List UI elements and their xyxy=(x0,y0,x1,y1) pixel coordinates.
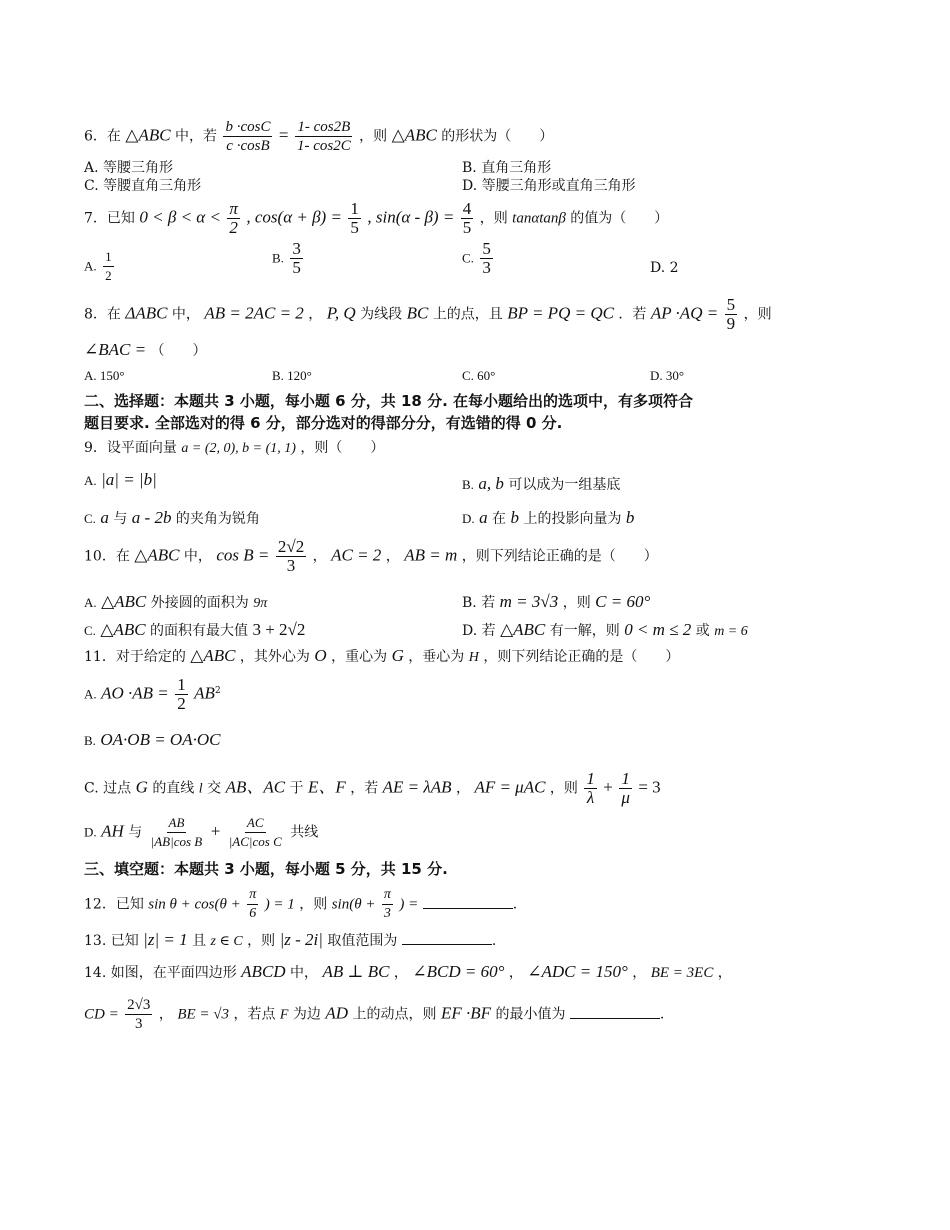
q6-option-d: D. 等腰三角形或直角三角形 xyxy=(462,178,636,194)
q8-stem-2: ∠BAC = （ ） xyxy=(84,340,207,359)
q11-option-d: D. AH 与 $\frac{AB}{\text{|AB|cos B}}$ + $\frac{AC}{\text{|AC|cos C}}$ 共线 xyxy=(84,815,319,849)
q10-option-a: A. △ABC 外接圆的面积为 9π xyxy=(84,592,268,611)
q14-stem-2: CD = $\frac{2√3}{3}$ ， BE = √3 ，若点 F 为边 AD 上的动点，则 EF ·BF 的最小值为 . xyxy=(84,997,665,1032)
q13-answer-blank[interactable] xyxy=(402,930,492,945)
q8-stem: 8．在 ΔABC 中， AB = 2AC = 2 ， P, Q 为线段 BC 上的点，且 BP = PQ = QC ．若 AP ·AQ = $\frac{5}{9}$ ，则 xyxy=(84,295,772,333)
section-3-heading: 三、填空题：本题共 3 小题，每小题 5 分，共 15 分. xyxy=(84,860,448,878)
q6-right-fraction: $\frac{1- \cos 2B}{1- \cos 2C}$ xyxy=(296,119,351,154)
q8-option-a: A. 150° xyxy=(84,368,125,383)
q9-option-a: A. |a| = |b| xyxy=(84,470,157,489)
q6-option-b: B. 直角三角形 xyxy=(462,160,552,176)
q13-stem: 13. 已知 |z| = 1 且 z ∈ C ，则 |z - 2i| 取值范围为 . xyxy=(84,930,497,949)
q12-stem: 12．已知 sin θ + cos(θ + $\frac{\pi}{6}$ ) = 1 ，则 sin(θ + $\frac{\pi}{3}$ ) = . xyxy=(84,887,518,921)
q6-option-c: C. 等腰直角三角形 xyxy=(84,178,202,194)
q11-option-b: B. OA·OB = OA·OC xyxy=(84,730,221,749)
q7-stem: 7．已知 0 < β < α < $\frac{\pi}{2}$ , cos(α + β) = $\frac{1}{5}$ , sin(α - β) = $\frac{4}{5}$ ，则 tanαtanβ 的值为（ ） xyxy=(84,199,669,237)
q10-option-d: D. 若 △ABC 有一解，则 0 < m ≤ 2 或 m = 6 xyxy=(462,620,748,639)
q9-option-d: D. a 在 b 上的投影向量为 b xyxy=(462,508,635,527)
q9-stem: 9．设平面向量 a = (2, 0), b = (1, 1) ，则（ ） xyxy=(84,440,385,456)
q14-stem: 14. 如图，在平面四边形 ABCD 中， AB ⊥ BC ， ∠BCD = 60° ， ∠ADC = 150° ， BE = 3EC ， xyxy=(84,962,732,981)
q6-left-fraction: $\frac{b \cdot\cos C}{c \cdot\cos B}$ xyxy=(225,119,271,154)
q7-option-a: A. $\frac{1}{2}$ xyxy=(84,249,112,283)
q9-option-b: B. a, b 可以成为一组基底 xyxy=(462,474,621,493)
q12-answer-blank[interactable] xyxy=(423,894,513,909)
q11-option-a: A. AO ·AB = $\frac{1}{2}$ $AB^2$ xyxy=(84,675,221,713)
q10-option-b: B. 若 m = 3√3 ，则 C = 60° xyxy=(462,592,651,611)
q6-triangle: △ABC xyxy=(125,125,171,145)
section-2-heading-line1: 二、选择题：本题共 3 小题，每小题 6 分，共 18 分. 在每小题给出的选项中，有多项符合 xyxy=(84,392,694,410)
q7-option-c: C. $\frac{5}{3}$ xyxy=(462,239,491,277)
q8-option-c: C. 60° xyxy=(462,368,496,383)
q11-stem: 11．对于给定的 △ABC ，其外心为 O ，重心为 G ，垂心为 H ，则下列结论正确的是（ ） xyxy=(84,646,680,665)
q11-option-c: C. 过点 G 的直线 l 交 AB、AC 于 E、F ，若 AE = λAB ， AF = μAC ，则 $\frac{1}{\lambda}$ + $\frac{1}{\mu}$ = 3 xyxy=(84,769,661,807)
q14-answer-blank[interactable] xyxy=(570,1004,660,1019)
q6-stem: 6．在 △ABC 中，若 $\frac{b \cdot\cos C}{c \cdot\cos B}$ = $\frac{1- \cos 2B}{1- \cos 2C}$ ，则 △ABC 的形状为（ ） xyxy=(84,119,554,154)
q10-option-c: C. △ABC 的面积有最大值 3 + 2√2 xyxy=(84,620,306,639)
q8-option-b: B. 120° xyxy=(272,368,312,383)
q6-option-a: A. 等腰三角形 xyxy=(84,160,174,176)
section-2-heading-line2: 题目要求. 全部选对的得 6 分，部分选对的得部分分，有选错的得 0 分. xyxy=(84,414,563,432)
q7-option-d: D. 2 xyxy=(650,260,679,276)
q9-option-c: C. a 与 a - 2b 的夹角为锐角 xyxy=(84,508,260,527)
q10-stem: 10．在 △ABC 中， cos B = $\frac{2√2}{3}$ ， AC = 2 ， AB = m ，则下列结论正确的是（ ） xyxy=(84,537,658,575)
q7-option-b: B. $\frac{3}{5}$ xyxy=(272,239,301,277)
q7-pi-fraction: $\frac{\pi}{2}$ xyxy=(229,199,238,237)
q8-option-d: D. 30° xyxy=(650,368,685,383)
